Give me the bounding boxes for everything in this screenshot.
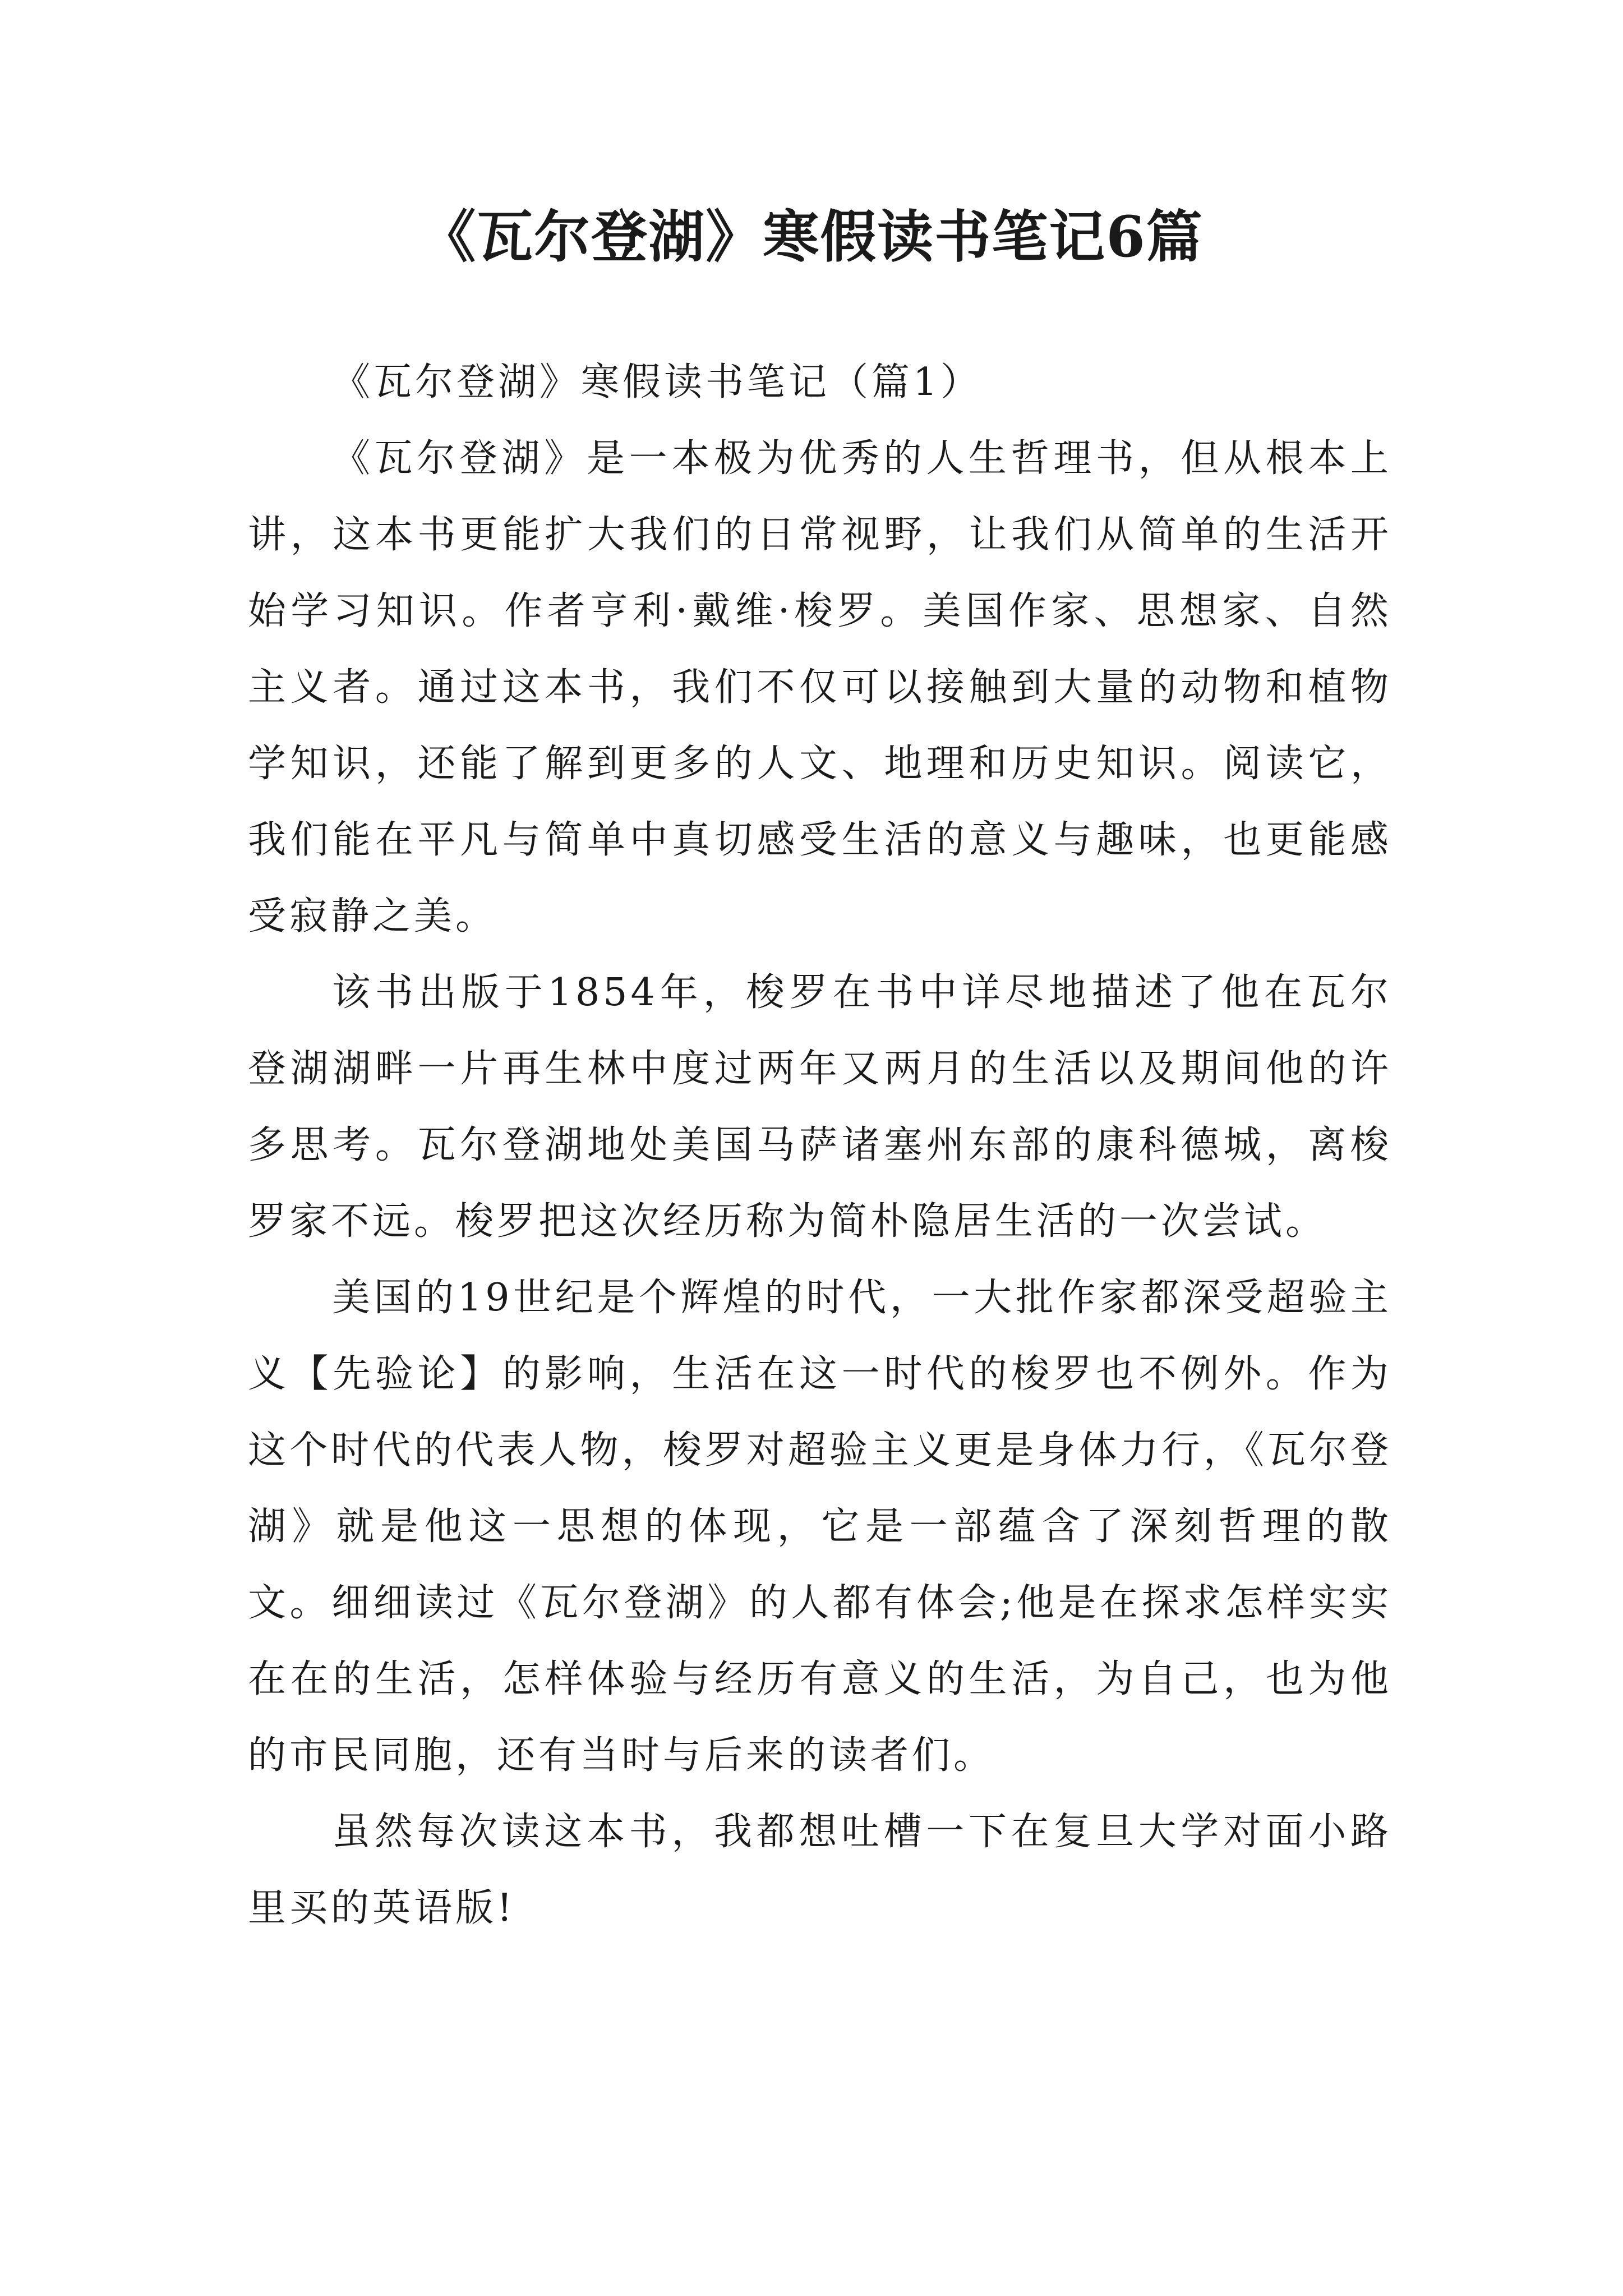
document-title: 《瓦尔登湖》寒假读书笔记6篇 bbox=[419, 204, 1204, 270]
paragraph-1: 《瓦尔登湖》是一本极为优秀的人生哲理书，但从根本上讲，这本书更能扩大我们的日常视野，让我们从简单的生活开始学习知识。作者亨利·戴维·梭罗。美国作家、思想家、自然主义者。通过这本书，我们不仅可以接触到大量的动物和植物学知识，还能了解到更多的人文、地理和历史知识。阅读它，我们能在平凡与简单中真切感受生活的意义与趣味，也更能感受寂静之美。 bbox=[248, 436, 1392, 938]
paragraph-4: 虽然每次读这本书，我都想吐槽一下在复旦大学对面小路里买的英语版! bbox=[248, 1810, 1392, 1930]
paragraph-3: 美国的19世纪是个辉煌的时代，一大批作家都深受超验主义【先验论】的影响，生活在这一时代的梭罗也不例外。作为这个时代的代表人物，梭罗对超验主义更是身体力行，《瓦尔登湖》就是他这一思想的体现，它是一部蕴含了深刻哲理的散文。细细读过《瓦尔登湖》的人都有体会;他是在探求怎样实实在在的生活，怎样体验与经历有意义的生活，为自己，也为他的市民同胞，还有当时与后来的读者们。 bbox=[248, 1276, 1392, 1778]
document-body bbox=[248, 344, 1392, 1947]
paragraph-2: 该书出版于1854年，梭罗在书中详尽地描述了他在瓦尔登湖湖畔一片再生林中度过两年又两月的生活以及期间他的许多思考。瓦尔登湖地处美国马萨诸塞州东部的康科德城，离梭罗家不远。梭罗把这次经历称为简朴隐居生活的一次尝试。 bbox=[248, 970, 1392, 1244]
section-heading: 《瓦尔登湖》寒假读书笔记（篇1） bbox=[332, 360, 983, 404]
